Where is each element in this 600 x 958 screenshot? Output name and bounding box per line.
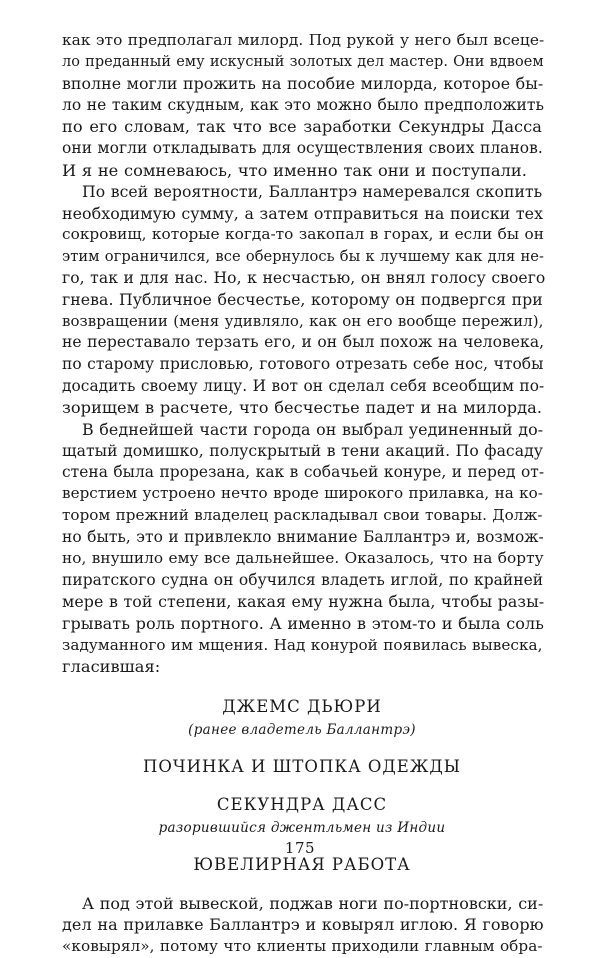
text-line: досадить своему лицу. И вот он сделал себя всеобщим по- xyxy=(62,376,545,395)
text-line: но быть, это и привлекло внимание Баллантрэ и, возмож- xyxy=(62,527,544,546)
text-line: гнева. Публичное бесчестье, которому он подвергся при xyxy=(62,290,543,310)
signboard-note-2: разорившийся джентльмен из Индии xyxy=(158,819,446,836)
paragraph-4 xyxy=(62,893,542,958)
text-line: сокровищ, которые когда-то закопал в горах, и если бы он xyxy=(62,225,544,244)
text-line: дел на прилавке Баллантрэ и ковырял иглою. Я говорю xyxy=(62,915,544,935)
signboard-service-2: ЮВЕЛИРНАЯ РАБОТА xyxy=(193,854,411,874)
text-line: го, так и для нас. Но, к несчастью, он внял голосу своего xyxy=(62,268,546,287)
text-line: пиратского судна он обучился владеть иглой, по крайней xyxy=(62,570,544,589)
text-line: по старому присловью, готового отрезать себе нос, чтобы xyxy=(62,354,544,373)
signboard-name-2: СЕКУНДРА ДАСС xyxy=(216,794,388,814)
text-line: верстием устроено нечто вроде широкого прилавка, на ко- xyxy=(62,484,543,503)
text-line: А под этой вывеской, поджав ноги по-портновски, си- xyxy=(82,893,544,913)
text-line: не переставало терзать его, и он был похож на человека, xyxy=(62,333,545,352)
text-line: ло не таким скудным, как это можно было предположить xyxy=(62,95,545,114)
book-page xyxy=(62,30,546,958)
text-line: по его словам, так что все заработки Секундры Дасса xyxy=(62,117,542,137)
text-line: грывать роль портного. А именно в этом-то и была соль xyxy=(62,614,544,634)
paragraph-2 xyxy=(62,181,546,419)
text-line: задуманного им мщения. Над конурой появилась вывеска, xyxy=(62,635,543,654)
text-line: В беднейшей части города он выбрал уединенный до- xyxy=(82,419,544,439)
signboard-service-1: ПОЧИНКА И ШТОПКА ОДЕЖДЫ xyxy=(142,756,462,776)
signboard-name-1: ДЖЕМС ДЬЮРИ xyxy=(222,696,382,716)
text-line: гласившая: xyxy=(62,657,161,677)
text-line: «ковырял», потому что клиенты приходили главным обра- xyxy=(62,937,543,955)
text-line: мере в той степени, какая ему нужна была, чтобы разы- xyxy=(62,592,545,612)
text-line: но, внушило ему все дальнейшее. Оказалось, что на борту xyxy=(62,549,544,568)
text-line: они могли откладывать для осуществления своих планов. xyxy=(62,138,543,157)
text-line: этим ограничился, все обернулось бы к лучшему как для не- xyxy=(62,247,544,265)
text-line: зорищем в расчете, что бесчестье падет и на милорда. xyxy=(62,398,543,418)
text-line: щатый домишко, полускрытый в тени акаций. По фасаду xyxy=(62,441,544,461)
paragraph-1 xyxy=(62,30,545,181)
text-line: И я не сомневаюсь, что именно так они и поступали. xyxy=(62,160,527,180)
text-line: ло преданный ему искусный золотых дел мастер. Они вдвоем xyxy=(62,53,544,70)
page-number: 175 xyxy=(284,839,316,857)
text-line: стена была прорезана, как в собачьей конуре, и перед от- xyxy=(62,462,545,481)
text-line: как это предполагал милорд. Под рукой у него был всеце- xyxy=(62,31,545,49)
signboard-note-1: (ранее владетель Баллантрэ) xyxy=(188,721,416,738)
text-line: вполне могли прожить на пособие милорда, которое бы- xyxy=(62,74,544,94)
paragraph-3 xyxy=(62,419,545,678)
text-line: необходимую сумму, а затем отправиться на поиски тех xyxy=(62,203,544,223)
text-line: возвращении (меня удивляло, как он его вообще пережил), xyxy=(62,311,544,330)
text-line: тором прежний владелец раскладывал свои товары. Долж- xyxy=(62,506,543,525)
text-line: По всей вероятности, Баллантрэ намеревался скопить xyxy=(82,182,543,202)
